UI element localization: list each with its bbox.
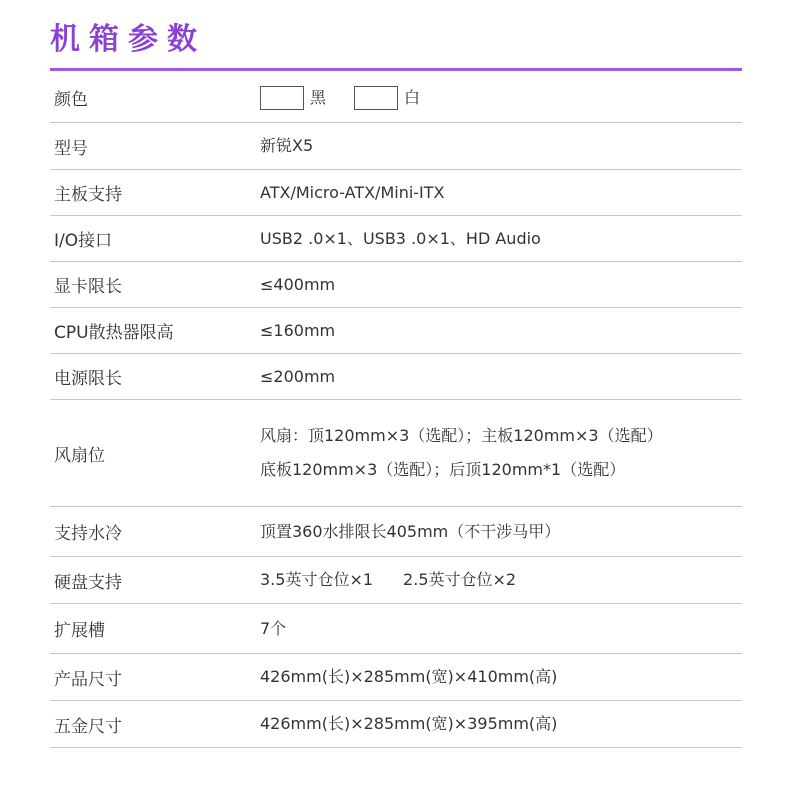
fan-line-2: 底板120mm×3（选配）；后顶120mm*1（选配） (260, 460, 626, 479)
color-option-label: 白 (404, 87, 421, 107)
spec-label: 五金尺寸 (54, 716, 122, 737)
spec-row-expansion (50, 604, 742, 654)
spec-row-motherboard (50, 170, 742, 216)
spec-label: CPU散热器限高 (54, 323, 174, 343)
spec-value: ATX/Micro-ATX/Mini-ITX (260, 182, 445, 202)
spec-value-multiline (260, 419, 663, 487)
spec-row-psu-length (50, 354, 742, 400)
spec-label: 型号 (54, 138, 88, 159)
spec-label: 主板支持 (54, 185, 122, 205)
spec-row-model (50, 123, 742, 170)
spec-label: 电源限长 (54, 369, 122, 389)
spec-row-color (50, 73, 742, 123)
spec-label: 扩展槽 (54, 621, 105, 641)
color-option-white (354, 81, 420, 115)
spec-row-cpu-cooler (50, 308, 742, 354)
color-option-label: 黑 (310, 87, 327, 107)
page-title: 机箱参数 (50, 22, 206, 57)
spec-row-product-size (50, 654, 742, 701)
color-swatch-white (354, 86, 398, 110)
spec-value: 7个 (260, 618, 287, 638)
spec-value: 顶置360水排限长405mm（不干涉马甲） (260, 521, 561, 541)
spec-row-water-cooling (50, 507, 742, 557)
color-options (260, 81, 420, 115)
spec-label: I/O接口 (54, 231, 113, 251)
spec-value: ≤160mm (260, 320, 336, 340)
fan-line-1: 风扇：顶120mm×3（选配）；主板120mm×3（选配） (260, 426, 663, 445)
spec-value: 426mm(长)×285mm(宽)×410mm(高) (260, 667, 558, 686)
spec-value: 新锐X5 (260, 136, 314, 155)
spec-value: 426mm(长)×285mm(宽)×395mm(高) (260, 714, 558, 733)
spec-label: 硬盘支持 (54, 572, 122, 593)
spec-row-fans (50, 400, 742, 507)
spec-label: 风扇位 (54, 445, 105, 466)
spec-value: ≤400mm (260, 274, 336, 294)
spec-row-drives (50, 557, 742, 604)
spec-row-gpu-length (50, 262, 742, 308)
spec-label: 产品尺寸 (54, 669, 122, 690)
spec-label: 支持水冷 (54, 524, 122, 544)
spec-row-metal-size (50, 701, 742, 748)
spec-label: 颜色 (54, 90, 88, 110)
color-swatch-black (260, 86, 304, 110)
spec-value (260, 563, 516, 597)
spec-row-io (50, 216, 742, 262)
drive-bay-2-5: 2.5英寸仓位×2 (403, 570, 517, 589)
spec-label: 显卡限长 (54, 277, 122, 297)
spec-value: USB2 .0×1、USB3 .0×1、HD Audio (260, 228, 541, 248)
spec-table (50, 73, 742, 748)
drive-bay-3-5: 3.5英寸仓位×1 (260, 570, 374, 589)
color-option-black (260, 81, 326, 115)
spec-value: ≤200mm (260, 366, 336, 386)
title-divider (50, 68, 742, 71)
